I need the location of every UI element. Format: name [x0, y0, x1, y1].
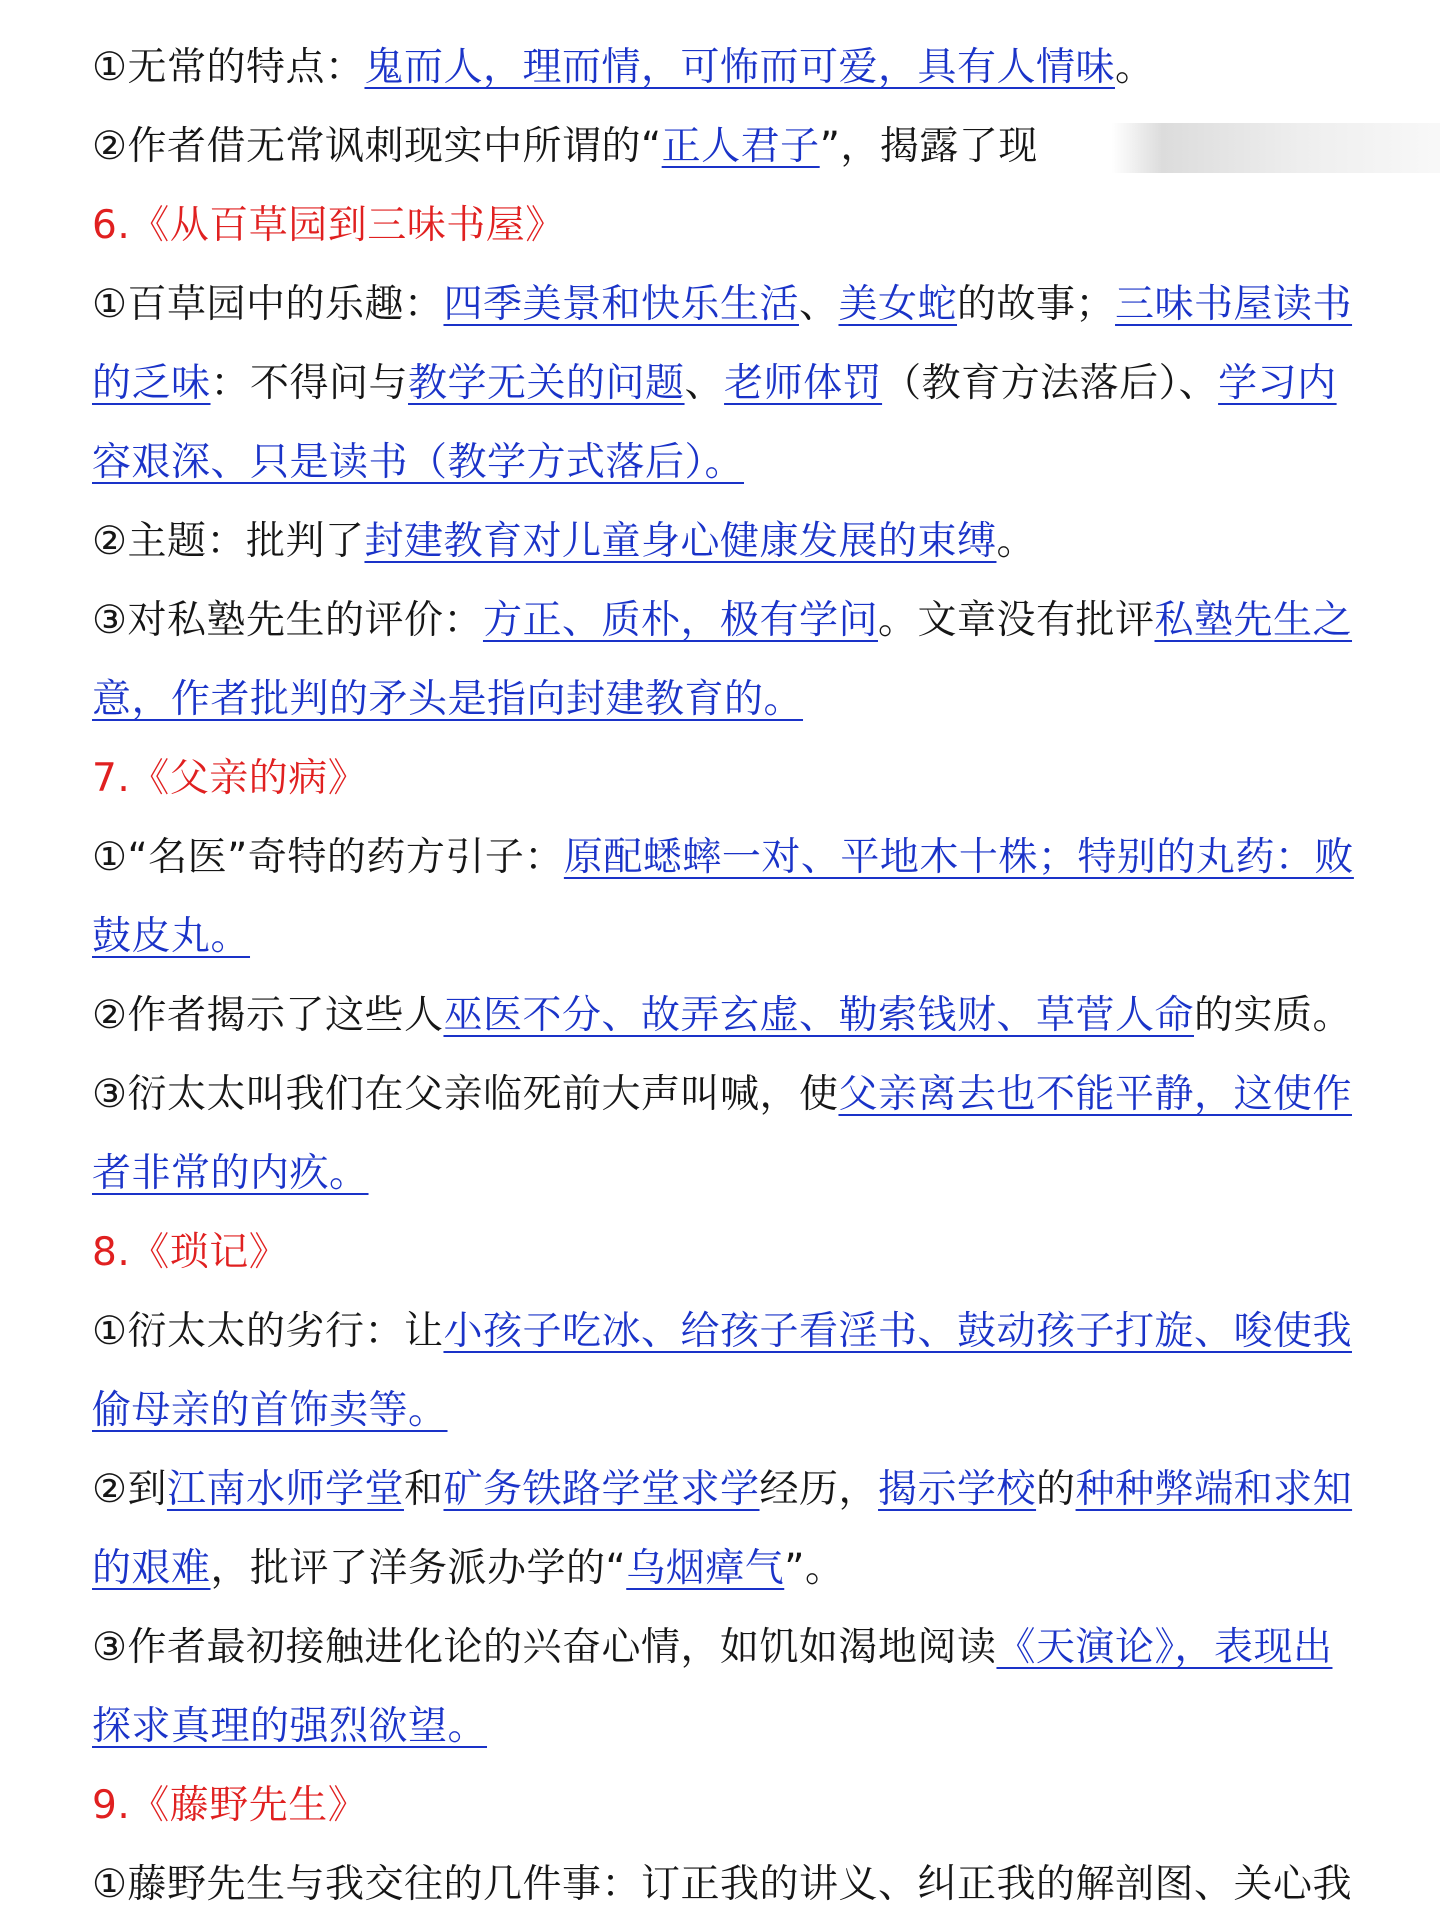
underlined-keyword: 老师体罚	[724, 361, 883, 406]
plain-text: ①衍太太的劣行：让	[92, 1309, 444, 1354]
underlined-keyword: 矿务铁路学堂求学	[443, 1467, 760, 1512]
underlined-keyword: 四季美景和快乐生活	[443, 282, 799, 327]
section-heading	[92, 1766, 1372, 1845]
plain-text: ②作者揭示了这些人	[92, 993, 444, 1038]
plain-text: ①藤野先生与我交往的几件事：订正我的讲义、纠正我的解剖图、关心我	[92, 1862, 1352, 1907]
note-line	[92, 107, 1372, 186]
underlined-keyword: 私塾先生之	[1154, 598, 1353, 643]
underlined-keyword: 原配蟋蟀一对、平地木十株；特别的丸药：败	[563, 835, 1354, 880]
plain-text: 。文章没有批评	[877, 598, 1155, 643]
underlined-keyword: 教学无关的问题	[408, 361, 685, 406]
plain-text: 、	[798, 282, 839, 327]
plain-text: 7.《父亲的病》	[92, 756, 368, 801]
underlined-keyword: 三味书屋读书	[1115, 282, 1353, 327]
plain-text: ①“名医”奇特的药方引子：	[92, 835, 564, 880]
plain-text: ③作者最初接触进化论的兴奋心情，如饥如渴地阅读	[92, 1625, 997, 1670]
underlined-keyword: 江南水师学堂	[166, 1467, 404, 1512]
note-line	[92, 581, 1372, 660]
note-line	[92, 1292, 1372, 1371]
plain-text: ①无常的特点：	[92, 45, 365, 90]
underlined-keyword: 学习内	[1218, 361, 1337, 406]
underlined-keyword: 鬼而人，理而情，可怖而可爱，具有人情味	[364, 45, 1115, 90]
plain-text: 、	[684, 361, 725, 406]
note-line	[92, 1687, 1372, 1766]
underlined-keyword: 美女蛇	[838, 282, 958, 327]
plain-text: ”。	[784, 1546, 845, 1591]
underlined-keyword: 父亲离去也不能平静，这使作	[838, 1072, 1352, 1117]
underlined-keyword: 的艰难	[92, 1546, 211, 1591]
plain-text: ②到	[92, 1467, 167, 1512]
underlined-keyword: 鼓皮丸。	[92, 914, 251, 959]
underlined-keyword: 的乏味	[92, 361, 211, 406]
underlined-keyword: 《天演论》，表现出	[996, 1625, 1333, 1670]
underlined-keyword: 正人君子	[661, 124, 820, 169]
underlined-keyword: 种种弊端和求知	[1075, 1467, 1353, 1512]
plain-text: ②主题：批判了	[92, 519, 365, 564]
underlined-keyword: 方正、质朴，极有学问	[482, 598, 878, 643]
note-line	[92, 423, 1372, 502]
plain-text: 的实质。	[1193, 993, 1352, 1038]
underlined-keyword: 小孩子吃冰、给孩子看淫书、鼓动孩子打旋、唆使我	[443, 1309, 1352, 1354]
underlined-keyword: 封建教育对儿童身心健康发展的束缚	[364, 519, 997, 564]
underlined-keyword: 探求真理的强烈欲望。	[92, 1704, 488, 1749]
note-line	[92, 502, 1372, 581]
underlined-keyword: 者非常的内疚。	[92, 1151, 369, 1196]
section-heading	[92, 186, 1372, 265]
note-line	[92, 1371, 1372, 1450]
note-line	[92, 265, 1372, 344]
underlined-keyword: 偷母亲的首饰卖等。	[92, 1388, 448, 1433]
note-line	[92, 660, 1372, 739]
fade-overlay	[1112, 123, 1440, 173]
underlined-keyword: 容艰深、只是读书（教学方式落后）。	[92, 440, 745, 485]
note-line	[92, 1608, 1372, 1687]
section-heading	[92, 1213, 1372, 1292]
section-heading	[92, 739, 1372, 818]
plain-text: 9.《藤野先生》	[92, 1783, 368, 1828]
plain-text: 。	[1114, 45, 1155, 90]
plain-text: ”，揭露了现	[819, 124, 1038, 169]
plain-text: ②作者借无常讽刺现实中所谓的“	[92, 124, 662, 169]
notes-page	[92, 28, 1372, 1924]
plain-text: 的故事；	[957, 282, 1116, 327]
plain-text: ③对私塾先生的评价：	[92, 598, 483, 643]
note-line	[92, 1529, 1372, 1608]
note-line	[92, 1845, 1372, 1924]
note-line	[92, 897, 1372, 976]
plain-text: ①百草园中的乐趣：	[92, 282, 444, 327]
note-line	[92, 28, 1372, 107]
plain-text: 和	[403, 1467, 444, 1512]
plain-text: 6.《从百草园到三味书屋》	[92, 203, 565, 248]
underlined-keyword: 意，作者批判的矛头是指向封建教育的。	[92, 677, 804, 722]
plain-text: 的	[1036, 1467, 1076, 1512]
plain-text: （教育方法落后）、	[882, 361, 1219, 406]
note-line	[92, 1450, 1372, 1529]
note-line	[92, 1055, 1372, 1134]
plain-text: 8.《琐记》	[92, 1230, 289, 1275]
plain-text: 经历，	[759, 1467, 879, 1512]
note-line	[92, 1134, 1372, 1213]
plain-text: ③衍太太叫我们在父亲临死前大声叫喊，使	[92, 1072, 839, 1117]
plain-text: ，批评了洋务派办学的“	[210, 1546, 627, 1591]
underlined-keyword: 巫医不分、故弄玄虚、勒索钱财、草菅人命	[443, 993, 1194, 1038]
note-line	[92, 818, 1372, 897]
underlined-keyword: 揭示学校	[878, 1467, 1037, 1512]
note-line	[92, 344, 1372, 423]
underlined-keyword: 乌烟瘴气	[626, 1546, 785, 1591]
note-line	[92, 976, 1372, 1055]
plain-text: 。	[996, 519, 1036, 564]
plain-text: ：不得问与	[210, 361, 409, 406]
